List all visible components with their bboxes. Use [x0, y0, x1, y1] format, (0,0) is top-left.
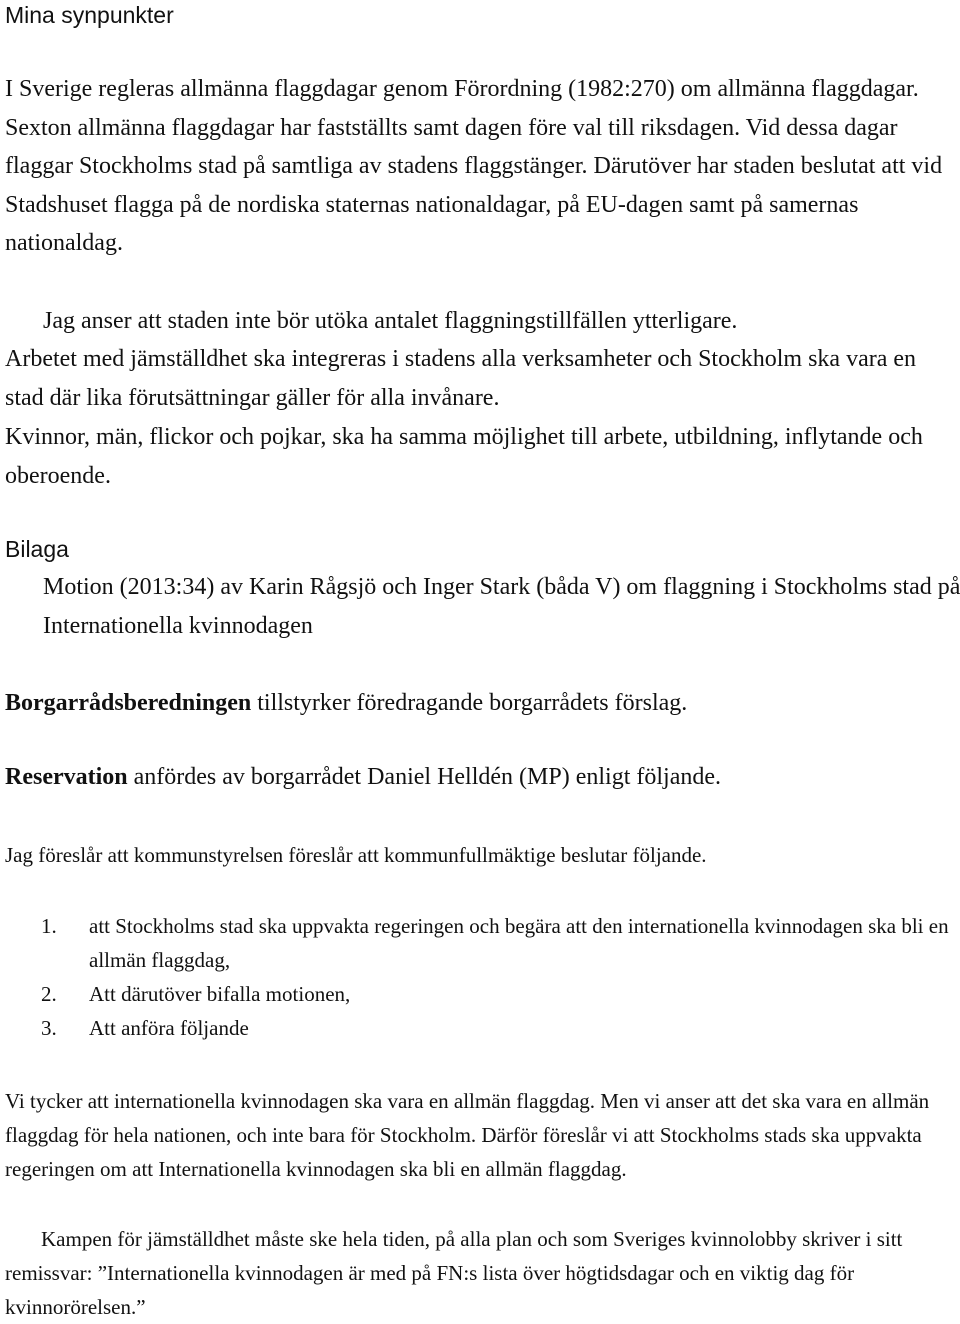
heading-mina-synpunkter: Mina synpunkter: [5, 2, 174, 28]
heading-bilaga: Bilaga: [5, 536, 69, 562]
list-item-number: 1.: [41, 914, 57, 938]
intro-paragraph-mojlighet: Kvinnor, män, flickor och pojkar, ska ha samma möjlighet till arbete, utbildning, inflytande och oberoende.: [5, 424, 923, 489]
final-paragraph-flaggdag: Vi tycker att internationella kvinnodagen ska vara en allmän flaggdag. Men vi anser att det ska vara en allmän flaggdag för hela nationen, och inte bara för Stockholm. Därför föreslår vi att Stockholms stads ska uppvakta regeringen om att Internationella kvinnodagen ska bli en allmän flaggdag.: [5, 1089, 930, 1181]
proposal-list: [5, 909, 957, 1045]
bilaga-motion-text: Motion (2013:34) av Karin Rågsjö och Inger Stark (båda V) om flaggning i Stockholms stad på Internationella kvinnodagen: [43, 574, 960, 639]
list-item: [5, 1011, 957, 1045]
final-paragraph-kampen: Kampen för jämställdhet måste ske hela tiden, på alla plan och som Sveriges kvinnolobby skriver i sitt remissvar: ”Internationella kvinnodagen är med på FN:s lista över högtidsdagar och en viktig dag för kvinnorörelsen.”: [5, 1227, 903, 1319]
list-item: [5, 977, 957, 1011]
list-item-text: Att därutöver bifalla motionen,: [89, 982, 351, 1006]
borgarradsberedningen-label: Borgarrådsberedningen: [5, 690, 252, 716]
list-item-text: Att anföra följande: [89, 1016, 249, 1040]
list-item-number: 3.: [41, 1016, 57, 1040]
reservation-label: Reservation: [5, 764, 128, 790]
list-item-number: 2.: [41, 982, 57, 1006]
reservation-statement: [5, 758, 957, 797]
proposal-intro: Jag föreslår att kommunstyrelsen föreslår att kommunfullmäktige beslutar följande.: [5, 843, 707, 867]
list-item-text: att Stockholms stad ska uppvakta regeringen och begära att den internationella kvinnodagen ska bli en allmän flaggdag,: [89, 914, 949, 972]
borgarradsberedningen-text: tillstyrker föredragande borgarrådets förslag.: [251, 690, 688, 716]
intro-paragraph-flaggdagar: I Sverige regleras allmänna flaggdagar genom Förordning (1982:270) om allmänna flaggdagar. Sexton allmänna flaggdagar har fastställts samt dagen före val till riksdagen. Vid dessa dagar flaggar Stockholms stad på samtliga av stadens flaggstänger. Därutöver har staden beslutat att vid Stadshuset flagga på de nordiska staternas nationaldagar, på EU-dagen samt på samernas nationaldag.: [5, 76, 943, 257]
list-item: [5, 909, 957, 977]
borgarradsberedningen-statement: [5, 684, 957, 723]
intro-paragraph-jamstalldhet: Arbetet med jämställdhet ska integreras i stadens alla verksamheter och Stockholm ska vara en stad där lika förutsättningar gäller för alla invånare.: [5, 346, 917, 411]
intro-paragraph-opinion: Jag anser att staden inte bör utöka antalet flaggningstillfällen ytterligare.: [43, 308, 738, 334]
reservation-text: anfördes av borgarrådet Daniel Helldén (MP) enligt följande.: [127, 764, 721, 790]
